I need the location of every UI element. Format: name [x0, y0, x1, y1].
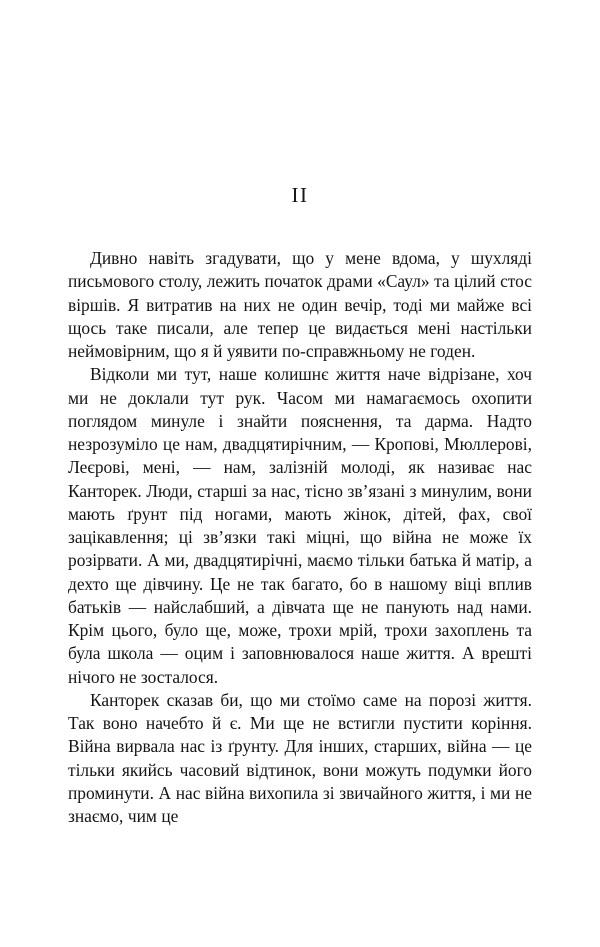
- body-copy: [68, 247, 532, 828]
- paragraph: Канторек сказав би, що ми стоїмо саме на порозі життя. Так воно начебто й є. Ми ще не встигли пустити коріння. Війна вирвала нас із ґрунту. Для інших, старших, війна — це тільки якийсь часовий відтинок, вони можуть подумки його проминути. А нас війна вихопила зі звичайного життя, і ми не знаємо, чим це: [68, 689, 532, 826]
- paragraph: Відколи ми тут, наше колишнє життя наче відрізане, хоч ми не доклали тут рук. Часом ми намагаємось охопити поглядом минуле і знайти пояснення, та дарма. Надто незрозуміло це нам, двадцятирічним, — Кропові, Мюллерові, Леєрові, мені, — нам, залізній молоді, як називає нас Канторек. Люди, старші за нас, тісно зв’язані з минулим, вони мають ґрунт під ногами, мають жінок, дітей, фах, свої зацікавлення; ці зв’язки такі міцні, що війна не може їх розірвати. А ми, двадцятирічні, маємо тільки батька й матір, а дехто ще дівчину. Це не так багато, бо в нашому віці вплив батьків — найслабший, а дівчата ще не панують над нами. Крім цього, було ще, може, трохи мрій, трохи захоплень та була школа — оцим і заповнювалося наше життя. А врешті нічого не зосталося.: [68, 364, 532, 687]
- page-text-block: [68, 0, 532, 947]
- chapter-number-heading: II: [291, 183, 309, 207]
- paragraph: Дивно навіть згадувати, що у мене вдома, у шухляді письмового столу, лежить початок драми «Саул» та цілий стос віршів. Я витратив на них не один вечір, тоді ми майже всі щось таке писали, але тепер це видається мені настільки неймовірним, що я й уявити по-справжньому не годен.: [68, 248, 532, 361]
